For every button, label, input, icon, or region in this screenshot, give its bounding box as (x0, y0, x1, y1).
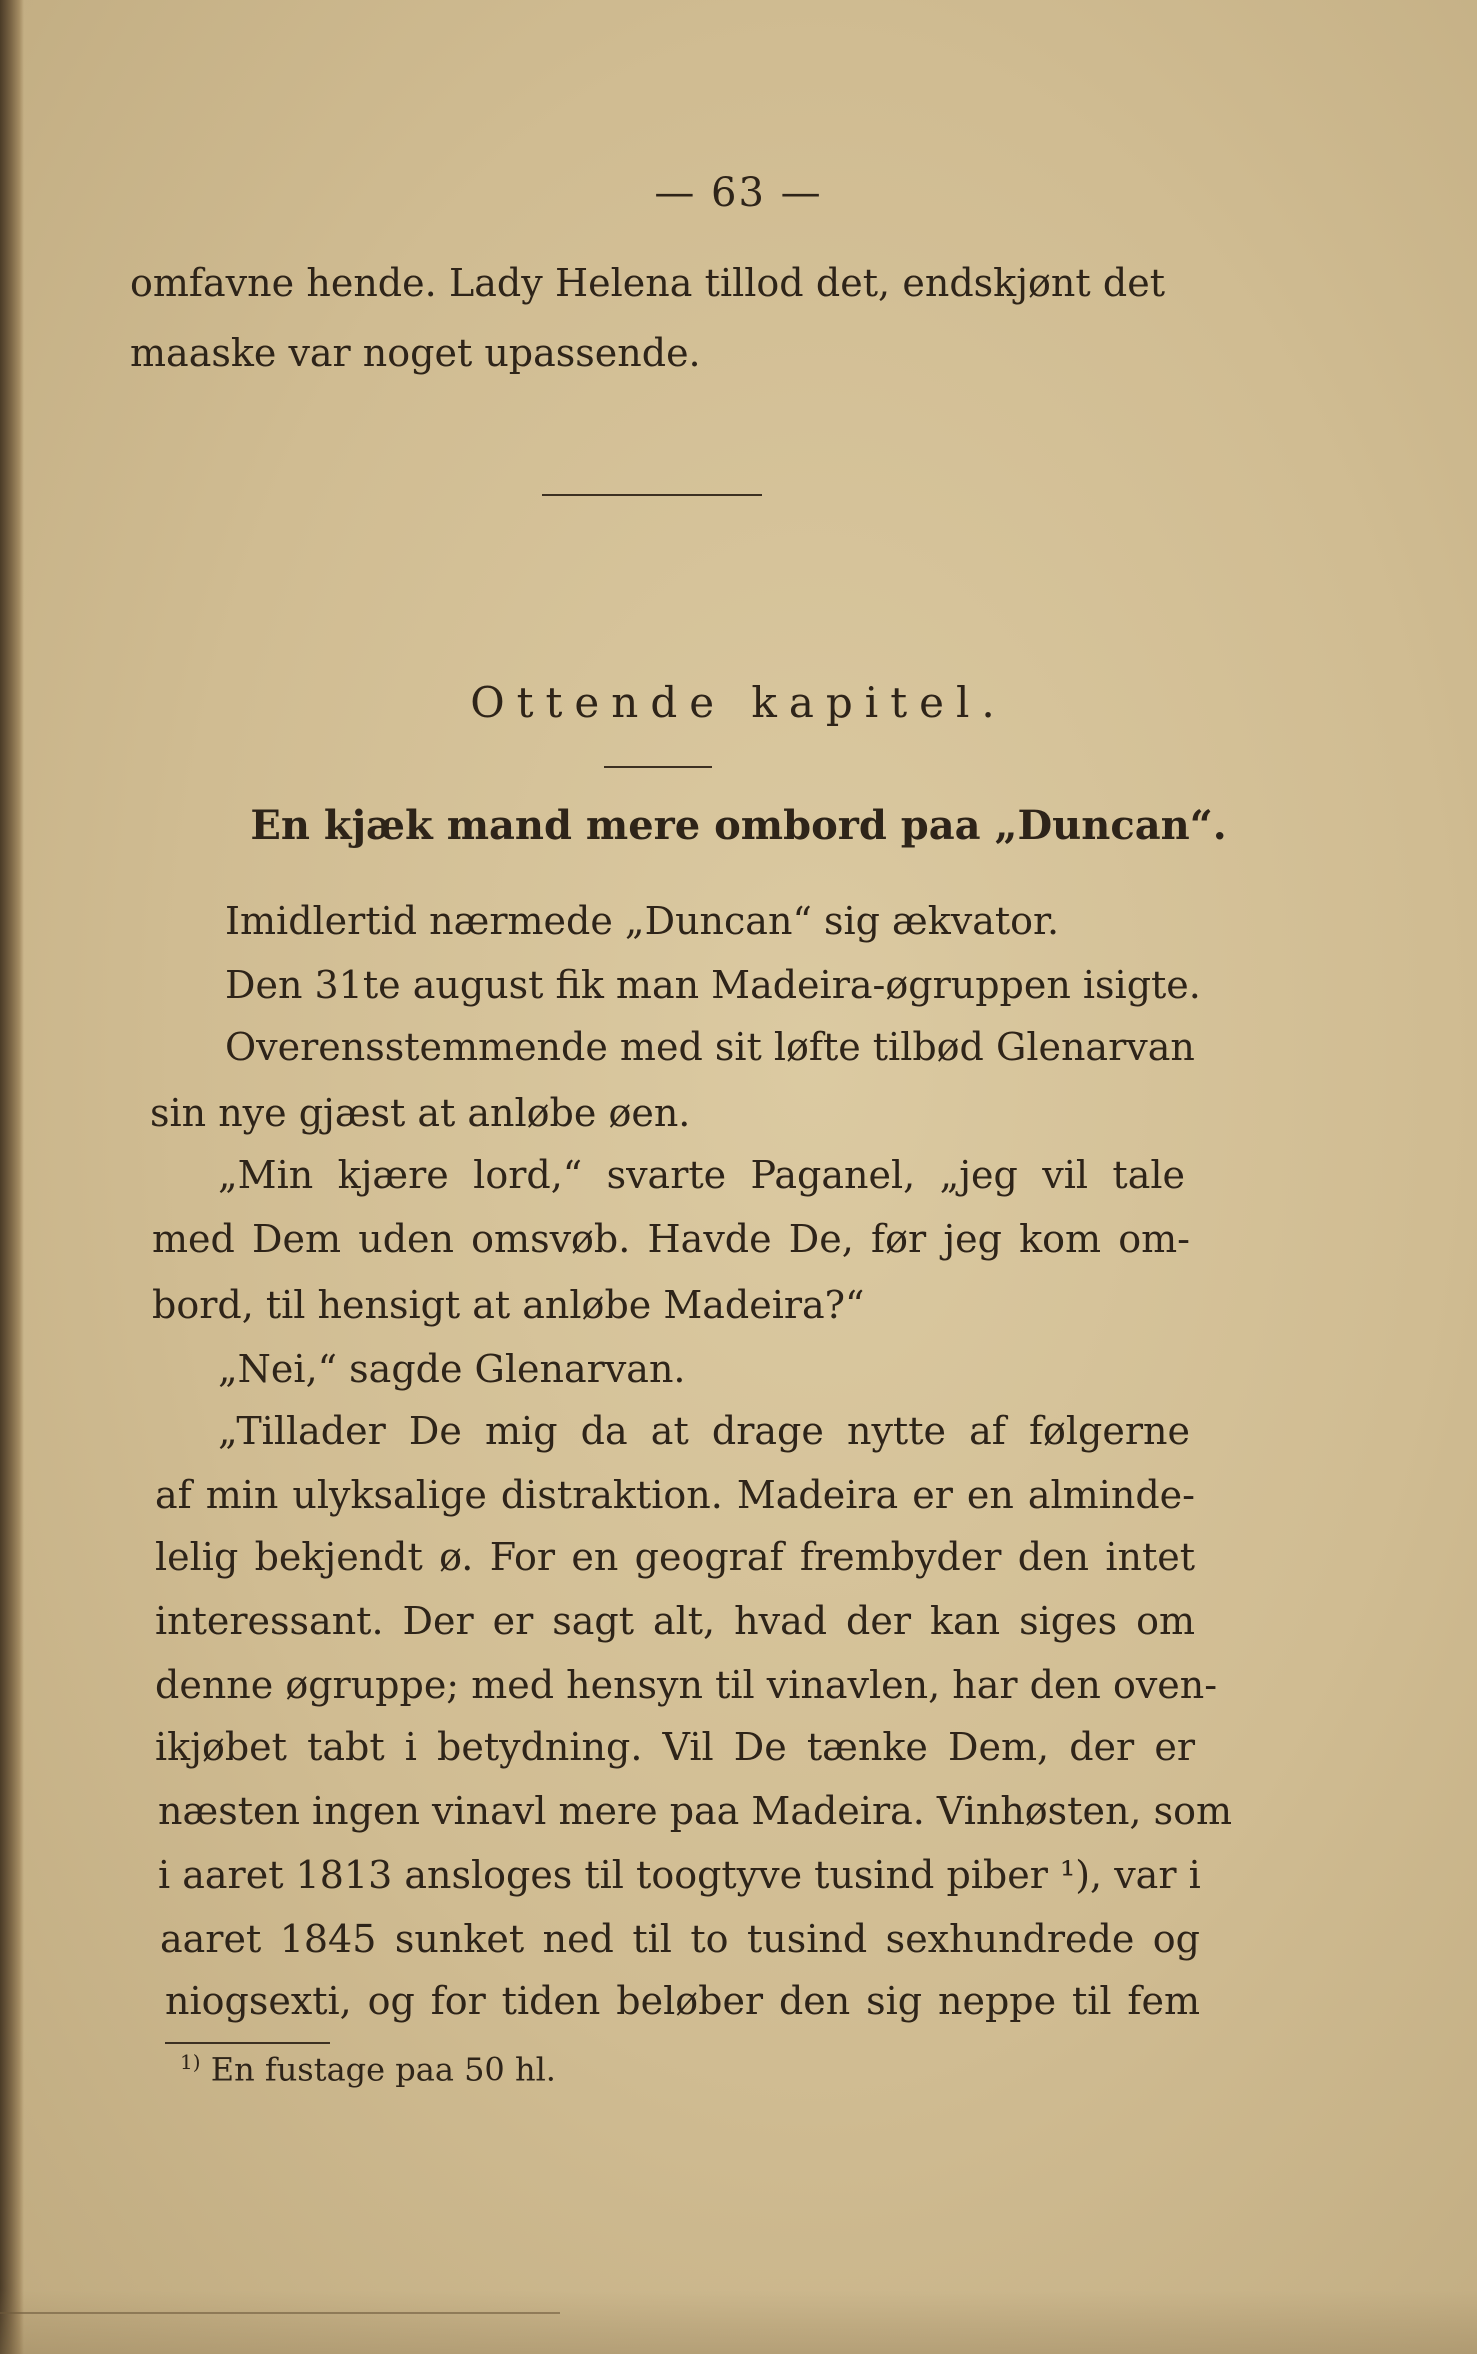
footnote-text: En fustage paa 50 hl. (210, 2050, 556, 2089)
page-bottom-shadow (0, 2290, 1477, 2354)
text-line: niogsexti, og for tiden beløber den sig neppe til fem (165, 1979, 1200, 2023)
chapter-title: Ottende kapitel. (470, 678, 1007, 727)
page-number: — 63 — (654, 170, 823, 216)
section-divider (542, 494, 762, 496)
text-line: Overensstemmende med sit løfte tilbød Glenarvan (225, 1025, 1195, 1069)
text-line: af min ulyksalige distraktion. Madeira er en alminde- (155, 1473, 1195, 1517)
text-line: „Tillader De mig da at drage nytte af følgerne (218, 1409, 1190, 1453)
text-line: omfavne hende. Lady Helena tillod det, endskjønt det (130, 261, 1165, 305)
text-line: maaske var noget upassende. (130, 331, 701, 375)
text-line: aaret 1845 sunket ned til to tusind sexhundrede og (160, 1917, 1200, 1961)
text-line: med Dem uden omsvøb. Havde De, før jeg kom om- (152, 1217, 1190, 1261)
text-line: Den 31te august fik man Madeira-øgruppen isigte. (225, 963, 1201, 1007)
text-line: i aaret 1813 ansloges til toogtyve tusind piber ¹), var i (158, 1853, 1201, 1897)
text-line: „Nei,“ sagde Glenarvan. (218, 1347, 686, 1391)
chapter-subtitle: En kjæk mand mere ombord paa „Duncan“. (250, 802, 1227, 849)
text-line: ikjøbet tabt i betydning. Vil De tænke Dem, der er (155, 1725, 1195, 1769)
footnote-marker: 1) (180, 2050, 201, 2074)
footnote (180, 2050, 556, 2089)
text-line: Imidlertid nærmede „Duncan“ sig ækvator. (225, 899, 1060, 943)
chapter-title-divider (604, 766, 712, 768)
text-line: interessant. Der er sagt alt, hvad der kan siges om (155, 1599, 1195, 1643)
page-bottom-edge-line (0, 2312, 560, 2314)
text-line: sin nye gjæst at anløbe øen. (150, 1091, 691, 1135)
footnote-divider (165, 2042, 330, 2044)
text-line: lelig bekjendt ø. For en geograf frembyder den intet (155, 1535, 1195, 1579)
text-line: næsten ingen vinavl mere paa Madeira. Vinhøsten, som (158, 1789, 1232, 1833)
book-binding-edge (0, 0, 24, 2354)
text-line: bord, til hensigt at anløbe Madeira?“ (152, 1283, 865, 1327)
text-line: denne øgruppe; med hensyn til vinavlen, har den oven- (155, 1663, 1218, 1707)
text-line: „Min kjære lord,“ svarte Paganel, „jeg vil tale (218, 1153, 1185, 1197)
